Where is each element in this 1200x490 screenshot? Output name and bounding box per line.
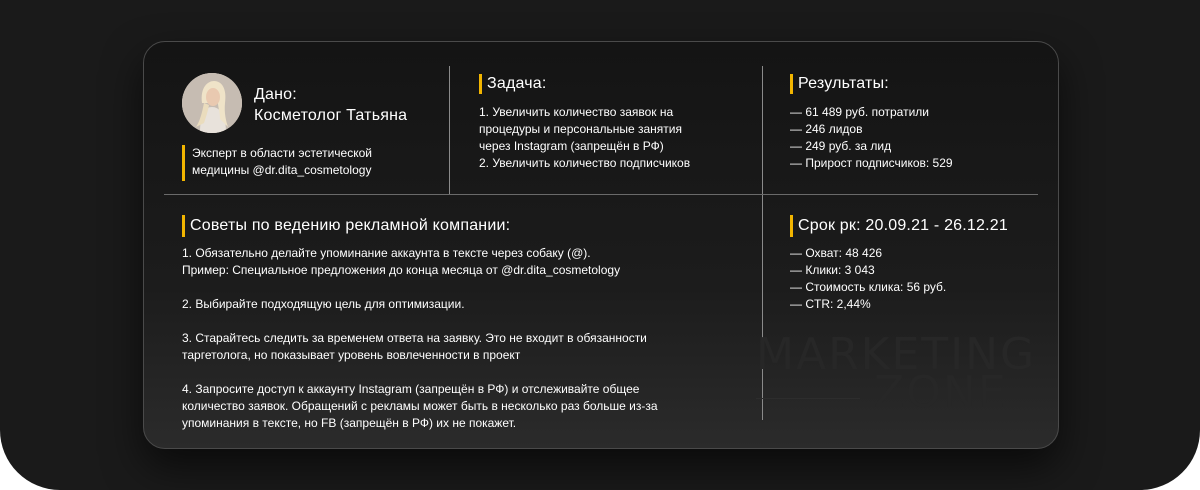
- results-item: — 246 лидов: [790, 122, 863, 136]
- watermark-line1: MARKETING: [756, 329, 1037, 380]
- period-item: — CTR: 2,44%: [790, 297, 871, 311]
- tips-title: Советы по ведению рекламной компании:: [190, 217, 511, 234]
- period-item: — Клики: 3 043: [790, 263, 875, 277]
- given-accent-bar: [182, 145, 185, 181]
- period-item: — Охват: 48 426: [790, 246, 883, 260]
- period-item: — Стоимость клика: 56 руб.: [790, 280, 947, 294]
- tips-text: 1. Обязательно делайте упоминание аккаунта в тексте через собаку (@). Пример: Специальное предложения до конца месяца от @dr.dita_cosmetology 2. Выбирайте подходящую цель для оптимизации. 3. Старайтесь следить за временем ответа на заявку. Это не входит в обязанности таргетолога, но показывает уровень вовлеченности в проект 4. Запросите доступ к аккаунту Instagram (запрещён в РФ) и отслеживайте общее количество заявок. Обращений с рекламы может быть в несколько раз больше из-за упоминания в тексте, но FB (запрещён в РФ) их не покажет.: [182, 246, 658, 430]
- client-photo-avatar-icon: [182, 73, 242, 133]
- results-item: — Прирост подписчиков: 529: [790, 156, 953, 170]
- watermark-line2: ZONE: [874, 367, 1008, 418]
- task-accent-bar: [479, 74, 482, 94]
- task-title: Задача:: [487, 75, 547, 92]
- tips-accent-bar: [182, 215, 185, 237]
- period-accent-bar: [790, 215, 793, 237]
- given-title-line2: Косметолог Татьяна: [254, 107, 408, 124]
- case-card: [143, 41, 1059, 449]
- marketing-zone-watermark: [756, 329, 1056, 418]
- divider-vertical-1: [449, 66, 450, 194]
- results-item: — 61 489 руб. потратили: [790, 105, 929, 119]
- period-title: Срок рк: 20.09.21 - 26.12.21: [798, 217, 1008, 234]
- given-title-line1: Дано:: [254, 86, 297, 103]
- task-text: 1. Увеличить количество заявок на процедуры и персональные занятия через Instagram (запрещён в РФ) 2. Увеличить количество подписчиков: [479, 105, 691, 170]
- results-title: Результаты:: [798, 75, 889, 92]
- results-accent-bar: [790, 74, 793, 94]
- client-avatar: [182, 73, 242, 133]
- results-item: — 249 руб. за лид: [790, 139, 892, 153]
- divider-horizontal: [164, 194, 1038, 195]
- given-description: Эксперт в области эстетической медицины @dr.dita_cosmetology: [192, 146, 372, 177]
- watermark-rule: [756, 398, 860, 399]
